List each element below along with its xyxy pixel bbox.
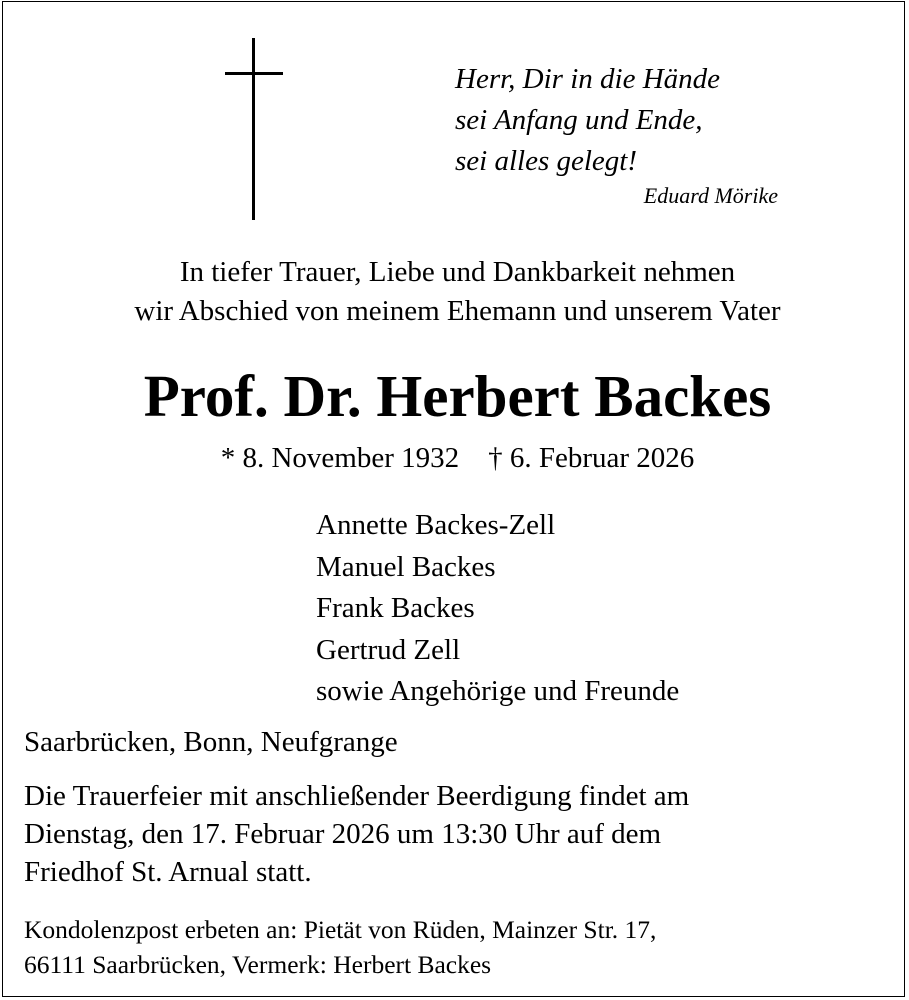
ceremony-line: Dienstag, den 17. Februar 2026 um 13:30 Uhr auf dem [24,818,662,850]
ceremony-line: Die Trauerfeier mit anschließender Beerdigung findet am [24,780,690,812]
quote-author: Eduard Mörike [643,183,778,208]
ceremony-line: Friedhof St. Arnual statt. [24,856,312,888]
quote-line: Herr, Dir in die Hände [455,63,721,95]
mourners-list [316,505,679,713]
mourner: Frank Backes [316,592,475,624]
mourner: Manuel Backes [316,550,496,583]
deceased-name: Prof. Dr. Herbert Backes [143,363,772,429]
condolence-line: Kondolenzpost erbeten an: Pietät von Rüden, Mainzer Str. 17, [24,915,657,944]
condolence-line: 66111 Saarbrücken, Vermerk: Herbert Backes [24,950,492,979]
places: Saarbrücken, Bonn, Neufgrange [24,726,398,758]
quote-line: sei alles gelegt! [455,145,638,177]
ceremony-info [24,777,884,891]
intro-text [3,253,909,331]
mourner: Gertrud Zell [316,633,461,666]
intro-line: wir Abschied von meinem Ehemann und unserem Vater [134,295,781,327]
intro-line: In tiefer Trauer, Liebe und Dankbarkeit nehmen [179,256,736,288]
quote-line: sei Anfang und Ende, [455,104,703,136]
life-dates: * 8. November 1932 † 6. Februar 2026 [220,442,695,474]
mourner: Annette Backes-Zell [316,509,556,541]
condolence-info [24,912,884,982]
cross-icon [225,38,283,220]
obituary-frame [2,1,905,997]
quote [455,59,720,182]
mourner: sowie Angehörige und Freunde [316,675,680,707]
